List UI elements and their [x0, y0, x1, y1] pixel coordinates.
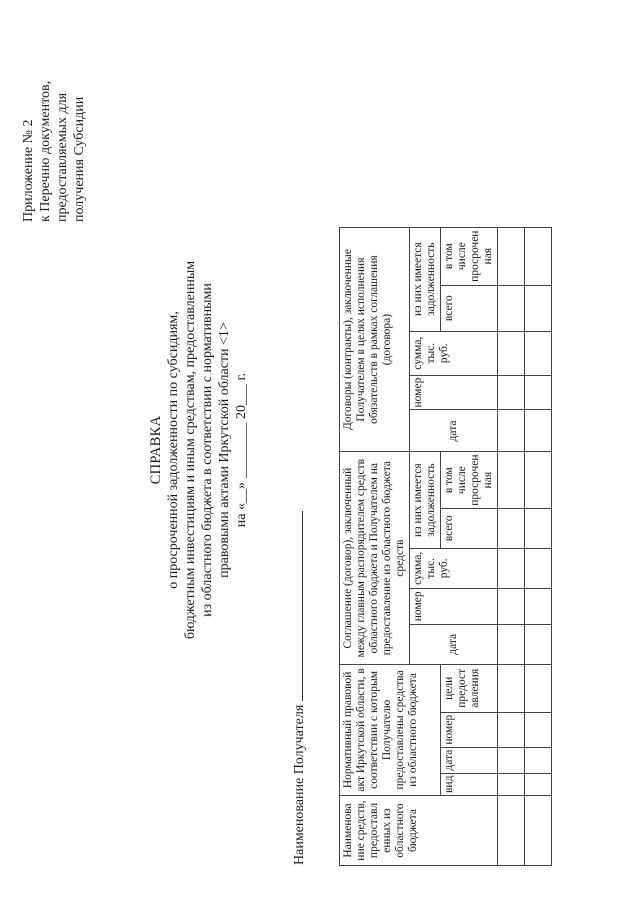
title-block: [148, 145, 250, 755]
group-contracts-header: Договоры (контракты), заключенные Получателем в целях исполнения обязательств в рамках соглашения (договора): [340, 227, 410, 452]
recipient-name-field: [289, 511, 308, 865]
table-cell: [525, 227, 552, 285]
date-line: на «__» ________ 20___ г.: [234, 372, 249, 528]
table-cell: [498, 410, 525, 452]
table-cell: [498, 712, 525, 747]
contract-number-header: номер: [410, 375, 498, 410]
contract-debt-overdue-header: в том числе просрочен ная: [441, 227, 498, 285]
act-type-header: вид: [441, 773, 498, 795]
subtitle-line: из областного бюджета в соответствии с нормативными: [200, 283, 215, 617]
table-cell: [525, 548, 552, 588]
act-purpose-header: цели предост авления: [441, 664, 498, 712]
table-cell: [498, 588, 525, 624]
group-agreement-header: Соглашение (договор), заключенный между главным распорядителем средств областного бюджета и Получателем на предоставление из областного бюджета средств: [340, 452, 410, 664]
table-cell: [498, 624, 525, 664]
act-date-header: дата: [441, 747, 498, 773]
table-cell: [498, 773, 525, 795]
table-cell: [525, 375, 552, 410]
table-cell: [525, 285, 552, 331]
table-row: [525, 227, 552, 865]
table-cell: [525, 747, 552, 773]
agreement-sum-header: сумма, тыс. руб.: [410, 548, 498, 588]
annex-note: [20, 12, 88, 222]
recipient-blank-line: [289, 511, 303, 701]
table-cell: [525, 508, 552, 548]
contract-debt-header: из них имеется задолженность: [410, 227, 441, 331]
table-cell: [498, 796, 525, 866]
table-row: [498, 227, 525, 865]
agreement-date-header: дата: [410, 624, 498, 664]
table-cell: [498, 331, 525, 375]
table-cell: [498, 452, 525, 508]
table-cell: [498, 664, 525, 712]
agreement-debt-header: из них имеется задолженность: [410, 452, 441, 548]
table-cell: [525, 410, 552, 452]
col-funds-name-header: Наименова ние средств, предоставл енных из областного бюджета: [340, 796, 498, 866]
table-cell: [525, 588, 552, 624]
annex-line: получения Субсидии: [72, 96, 87, 222]
annex-line: к Перечню документов,: [38, 80, 53, 222]
table-cell: [498, 508, 525, 548]
agreement-debt-overdue-header: в том числе просрочен ная: [441, 452, 498, 508]
table-cell: [498, 747, 525, 773]
contract-debt-total-header: всего: [441, 285, 498, 331]
debt-report-table: [339, 227, 552, 866]
table-cell: [525, 624, 552, 664]
act-number-header: номер: [441, 712, 498, 747]
table-cell: [525, 773, 552, 795]
table-cell: [498, 285, 525, 331]
contract-date-header: дата: [410, 410, 498, 452]
subtitle-line: бюджетным инвестициям и иным средствам, предоставленным: [183, 260, 198, 640]
table-cell: [525, 331, 552, 375]
table-cell: [498, 548, 525, 588]
header-row: [340, 227, 410, 865]
table-cell: [525, 796, 552, 866]
annex-line: Приложение № 2: [21, 119, 36, 222]
subtitle-line: правовыми актами Иркутской области <1>: [217, 322, 232, 578]
table-cell: [525, 664, 552, 712]
table-cell: [498, 375, 525, 410]
header-row: [441, 227, 498, 865]
document-title: СПРАВКА: [148, 415, 164, 485]
agreement-debt-total-header: всего: [441, 508, 498, 548]
group-normative-act-header: Нормативный правовой акт Иркутской области, в соответствии с которым Получателю предоставлены средства из областного бюджета: [340, 664, 441, 795]
agreement-number-header: номер: [410, 588, 498, 624]
annex-line: предоставляемых для: [55, 92, 70, 222]
table-cell: [498, 227, 525, 285]
table-cell: [525, 452, 552, 508]
contract-sum-header: сумма, тыс. руб.: [410, 331, 498, 375]
recipient-label: Наименование Получателя: [292, 704, 307, 865]
table-cell: [525, 712, 552, 747]
subtitle-line: о просроченной задолженности по субсидиям,: [166, 311, 181, 589]
